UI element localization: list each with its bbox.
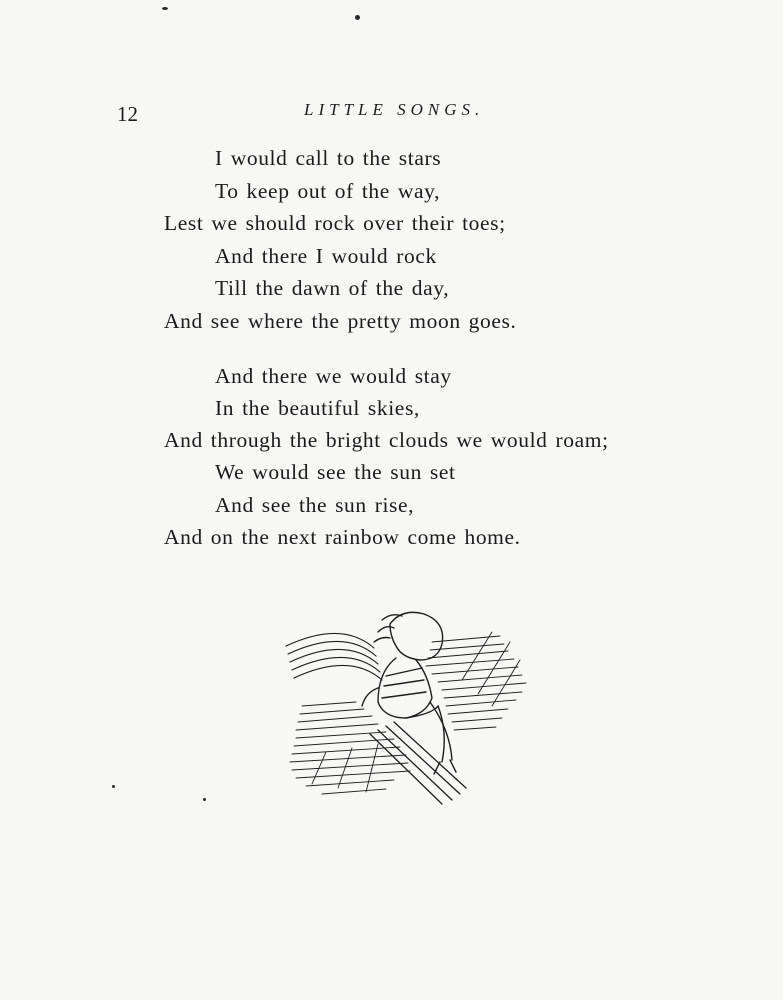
poem-line: And there I would rock xyxy=(215,244,437,268)
print-speck xyxy=(162,7,168,10)
poem-line: And through the bright clouds we would roam; xyxy=(164,428,609,452)
poem-line: And see where the pretty moon goes. xyxy=(164,309,517,333)
running-title: LITTLE SONGS. xyxy=(304,100,485,119)
poem-line: In the beautiful skies, xyxy=(215,396,420,420)
poem-line: I would call to the stars xyxy=(215,146,442,170)
poem-line: Till the dawn of the day, xyxy=(215,276,450,300)
print-speck xyxy=(355,15,360,20)
print-speck xyxy=(203,798,206,801)
poem-line: And there we would stay xyxy=(215,364,452,388)
poem-line: And see the sun rise, xyxy=(215,493,415,517)
poem-line: To keep out of the way, xyxy=(215,179,441,203)
rainbow-child-engraving-icon xyxy=(282,602,532,827)
poem-line: Lest we should rock over their toes; xyxy=(164,211,506,235)
page-number: 12 xyxy=(117,102,138,126)
print-speck xyxy=(112,785,115,788)
poem-line: And on the next rainbow come home. xyxy=(164,525,521,549)
rainbow-arcs xyxy=(286,633,382,680)
poem-line: We would see the sun set xyxy=(215,460,456,484)
